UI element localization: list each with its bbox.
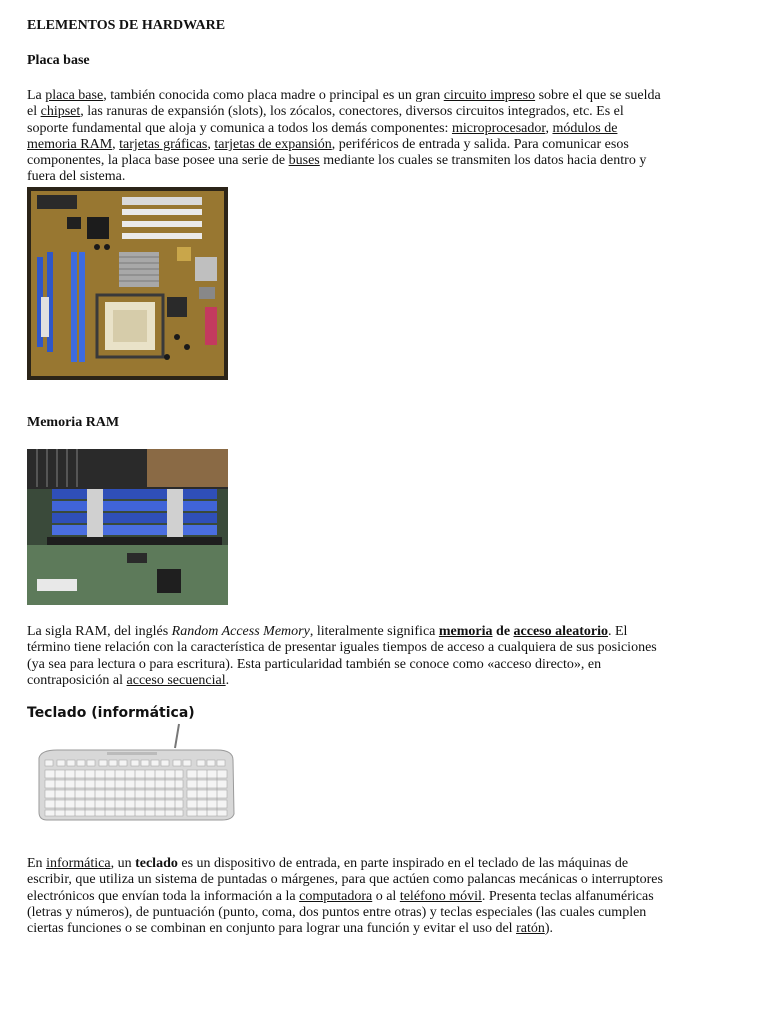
link-memoria[interactable]: memoria (438, 624, 493, 639)
link-circuito-impreso[interactable]: circuito impreso (443, 88, 536, 103)
link-acceso-aleatorio[interactable]: acceso aleatorio (513, 624, 608, 639)
link-microprocesador[interactable]: microprocesador (451, 120, 546, 136)
ram-modules-image (27, 449, 228, 605)
paragraph-memoria-ram: La sigla RAM, del inglés Random Access Memory, literalmente significa memoria de acceso aleatorio. El término tiene relación con la característica de presentar iguales tiempos de acceso a cualquiera de sus posiciones (ya sea para lectura o para escritura). Esta particularidad también se conoce como «acceso directo», en contraposición al acceso secuencial. (27, 624, 657, 688)
link-computadora[interactable]: computadora (299, 888, 373, 904)
heading-placa-base: Placa base (27, 53, 90, 68)
link-raton[interactable]: ratón (516, 921, 545, 937)
link-informatica[interactable]: informática (46, 856, 111, 871)
link-chipset[interactable]: chipset (40, 104, 81, 120)
paragraph-teclado: En informática, un teclado es un dispositivo de entrada, en parte inspirado en el teclado de las máquinas de escribir, que utiliza un sistema de puntadas o márgenes, para que actúen como palancas mecánicas o interruptores electrónicos que envían toda la información a la computadora o al teléfono móvil. Presenta teclas alfanuméricas (letras y números), de puntuación (punto, coma, dos puntos entre otras) y teclas especiales (las cuales cumplen ciertas funciones o se combinan en conjunto para lograr una función y evitar el uso del ratón). (27, 856, 663, 937)
motherboard-image (27, 187, 228, 380)
link-placa-base[interactable]: placa base (45, 88, 104, 103)
heading-teclado: Teclado (informática) (27, 705, 195, 721)
paragraph-placa-base: La placa base, también conocida como placa madre o principal es un gran circuito impreso sobre el que se suelda el chipset, las ranuras de expansión (slots), los zócalos, conectores, diversos circuitos integrados, etc. Es el soporte fundamental que aloja y comunica a todos los demás componentes: microprocesador, módulos de memoria RAM, tarjetas gráficas, tarjetas de expansión, periféricos de entrada y salida. Para comunicar esos componentes, la placa base posee una serie de buses mediante los cuales se transmiten los datos hacia dentro y fuera del sistema. (27, 88, 661, 185)
keyboard-image (27, 722, 237, 822)
link-buses[interactable]: buses (288, 153, 320, 169)
heading-memoria-ram: Memoria RAM (27, 415, 120, 430)
link-telefono-movil[interactable]: teléfono móvil (399, 888, 482, 904)
link-modulos-memoria-ram[interactable]: módulos de memoria RAM (27, 120, 618, 152)
document-title: ELEMENTOS DE HARDWARE (27, 18, 226, 33)
link-acceso-secuencial[interactable]: acceso secuencial (126, 672, 226, 688)
link-tarjetas-expansion[interactable]: tarjetas de expansión (214, 136, 332, 152)
link-tarjetas-graficas[interactable]: tarjetas gráficas (119, 136, 208, 152)
